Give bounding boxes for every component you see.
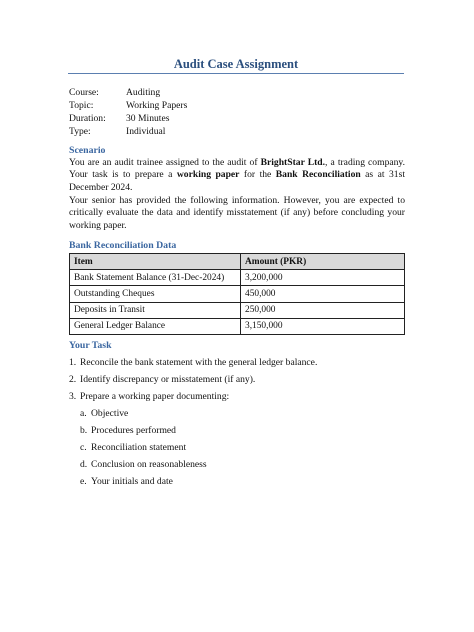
list-letter: b. — [80, 425, 88, 436]
list-number: 2. — [69, 374, 77, 385]
meta-value: Auditing — [126, 87, 161, 98]
scenario-paragraph-2: Your senior has provided the following information. However, you are expected to critically evaluate the data and identify misstatement (if any) before concluding your working paper. — [69, 195, 405, 231]
text-run: , a trading company. Your task is to prepare a — [69, 157, 405, 181]
list-text: Procedures performed — [91, 425, 176, 436]
meta-row-topic — [69, 99, 187, 112]
meta-value: Working Papers — [126, 100, 188, 111]
meta-value: 30 Minutes — [126, 113, 170, 124]
assignment-meta — [69, 86, 187, 138]
meta-row-duration — [69, 112, 187, 125]
title-rule — [68, 73, 404, 74]
meta-value: Individual — [126, 126, 166, 137]
list-item — [69, 374, 317, 391]
text-run: You are an audit trainee assigned to the audit of — [69, 157, 261, 168]
task-list — [69, 357, 317, 493]
task-heading: Your Task — [69, 340, 112, 351]
emphasis-working-paper: working paper — [176, 169, 240, 181]
table-row — [70, 318, 405, 334]
cell-amount: 250,000 — [241, 302, 405, 318]
meta-key: Type: — [69, 126, 91, 137]
list-text: Reconcile the bank statement with the general ledger balance. — [80, 357, 318, 368]
list-letter: d. — [80, 459, 88, 470]
text-run: as at 31st December 2024. — [69, 169, 406, 193]
scenario-paragraph-1 — [69, 157, 405, 194]
bank-reconciliation-table — [69, 253, 405, 335]
sub-list-item — [69, 476, 317, 493]
list-letter: e. — [80, 476, 87, 487]
list-text: Prepare a working paper documenting: — [80, 391, 230, 402]
meta-key: Topic: — [69, 100, 94, 111]
table-row — [70, 270, 405, 286]
column-header-amount: Amount (PKR) — [241, 254, 405, 270]
list-text: Your initials and date — [91, 476, 173, 487]
list-number: 3. — [69, 391, 77, 402]
table-header-row — [70, 254, 405, 270]
cell-amount: 3,150,000 — [241, 318, 405, 334]
meta-key: Duration: — [69, 113, 106, 124]
emphasis-bank-reconciliation: Bank Reconciliation — [275, 169, 361, 181]
cell-item: Outstanding Cheques — [70, 286, 241, 302]
list-letter: a. — [80, 408, 87, 419]
document-title: Audit Case Assignment — [173, 57, 299, 71]
list-letter: c. — [80, 442, 87, 453]
cell-amount: 3,200,000 — [241, 270, 405, 286]
list-text: Objective — [91, 408, 129, 419]
sub-list-item — [69, 425, 317, 442]
list-number: 1. — [69, 357, 77, 368]
cell-item: Deposits in Transit — [70, 302, 241, 318]
sub-list-item — [69, 459, 317, 476]
cell-amount: 450,000 — [241, 286, 405, 302]
text-run: for the — [239, 169, 276, 181]
column-header-item: Item — [70, 254, 241, 270]
cell-item: Bank Statement Balance (31-Dec-2024) — [70, 270, 241, 286]
list-text: Identify discrepancy or misstatement (if any). — [80, 374, 256, 385]
cell-item: General Ledger Balance — [70, 318, 241, 334]
table-row — [70, 286, 405, 302]
meta-row-course — [69, 86, 187, 99]
meta-row-type — [69, 125, 187, 138]
list-text: Conclusion on reasonableness — [91, 459, 207, 470]
list-item — [69, 391, 317, 408]
company-name: BrightStar Ltd. — [260, 157, 326, 168]
table-row — [70, 302, 405, 318]
sub-list-item — [69, 408, 317, 425]
sub-list-item — [69, 442, 317, 459]
list-item — [69, 357, 317, 374]
bank-data-heading: Bank Reconciliation Data — [69, 240, 177, 251]
list-text: Reconciliation statement — [91, 442, 187, 453]
meta-key: Course: — [69, 87, 99, 98]
scenario-heading: Scenario — [69, 145, 106, 156]
